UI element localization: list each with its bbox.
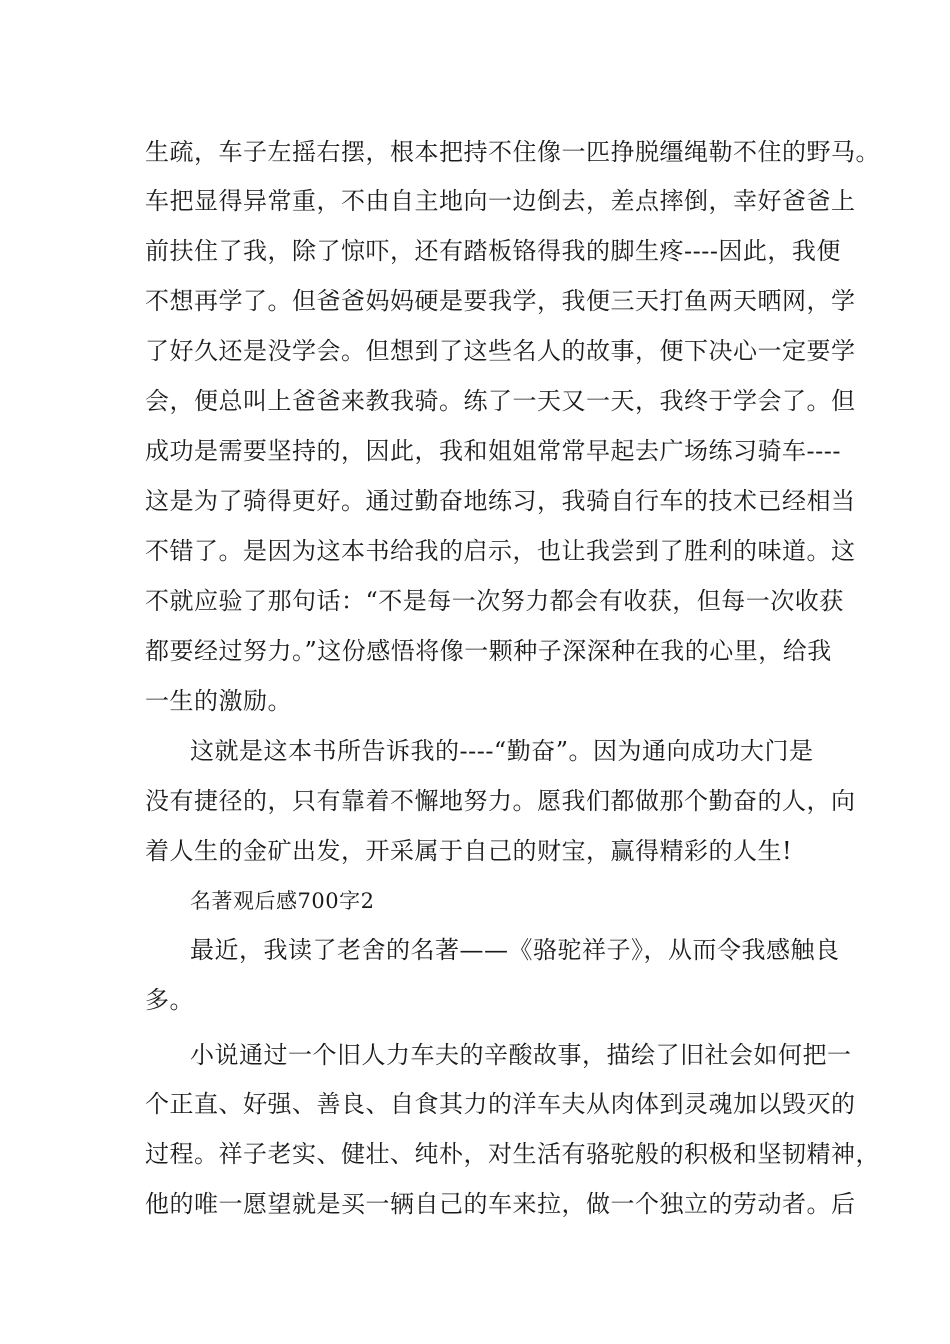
paragraph-2-line-3: 着人生的金矿出发，开采属于自己的财宝，赢得精彩的人生! — [145, 837, 793, 865]
paragraph-2-line-2: 没有捷径的，只有靠着不懈地努力。愿我们都做那个勤奋的人，向 — [145, 787, 856, 815]
paragraph-1-line-7: 成功是需要坚持的，因此，我和姐姐常常早起去广场练习骑车---- — [145, 437, 841, 465]
paragraph-1-line-2: 车把显得异常重，不由自主地向一边倒去，差点摔倒，幸好爸爸上 — [145, 187, 856, 215]
paragraph-1-line-1: 生疏，车子左摇右摆，根本把持不住像一匹挣脱缰绳勒不住的野马。 — [145, 138, 880, 166]
paragraph-1-line-5: 了好久还是没学会。但想到了这些名人的故事，便下决心一定要学 — [145, 337, 856, 365]
paragraph-1-line-6: 会，便总叫上爸爸来教我骑。练了一天又一天，我终于学会了。但 — [145, 387, 856, 415]
paragraph-1-line-8: 这是为了骑得更好。通过勤奋地练习，我骑自行车的技术已经相当 — [145, 487, 856, 515]
paragraph-2-line-1: 这就是这本书所告诉我的----“勤奋”。因为通向成功大门是 — [190, 737, 814, 765]
paragraph-4-line-4: 他的唯一愿望就是买一辆自己的车来拉，做一个独立的劳动者。后 — [145, 1190, 856, 1218]
paragraph-4-line-1: 小说通过一个旧人力车夫的辛酸故事，描绘了旧社会如何把一 — [190, 1041, 852, 1069]
paragraph-1-line-10: 不就应验了那句话：“不是每一次努力都会有收获，但每一次收获 — [145, 587, 844, 615]
paragraph-1-line-12: 一生的激励。 — [145, 687, 292, 715]
paragraph-1-line-3: 前扶住了我，除了惊吓，还有踏板铬得我的脚生疼----因此，我便 — [145, 237, 841, 265]
paragraph-4-line-2: 个正直、好强、善良、自食其力的洋车夫从肉体到灵魂加以毁灭的 — [145, 1090, 856, 1118]
paragraph-1-line-11: 都要经过努力。”这份感悟将像一颗种子深深种在我的心里，给我 — [145, 637, 832, 665]
paragraph-1-line-4: 不想再学了。但爸爸妈妈硬是要我学，我便三天打鱼两天晒网，学 — [145, 287, 856, 315]
paragraph-3-line-2: 多。 — [145, 986, 194, 1014]
section-heading: 名著观后感700字2 — [190, 889, 375, 913]
paragraph-4-line-3: 过程。祥子老实、健壮、纯朴，对生活有骆驼般的积极和坚韧精神， — [145, 1140, 880, 1168]
paragraph-3-line-1: 最近，我读了老舍的名著——《骆驼祥子》，从而令我感触良 — [190, 936, 840, 964]
paragraph-1-line-9: 不错了。是因为这本书给我的启示，也让我尝到了胜利的味道。这 — [145, 537, 856, 565]
